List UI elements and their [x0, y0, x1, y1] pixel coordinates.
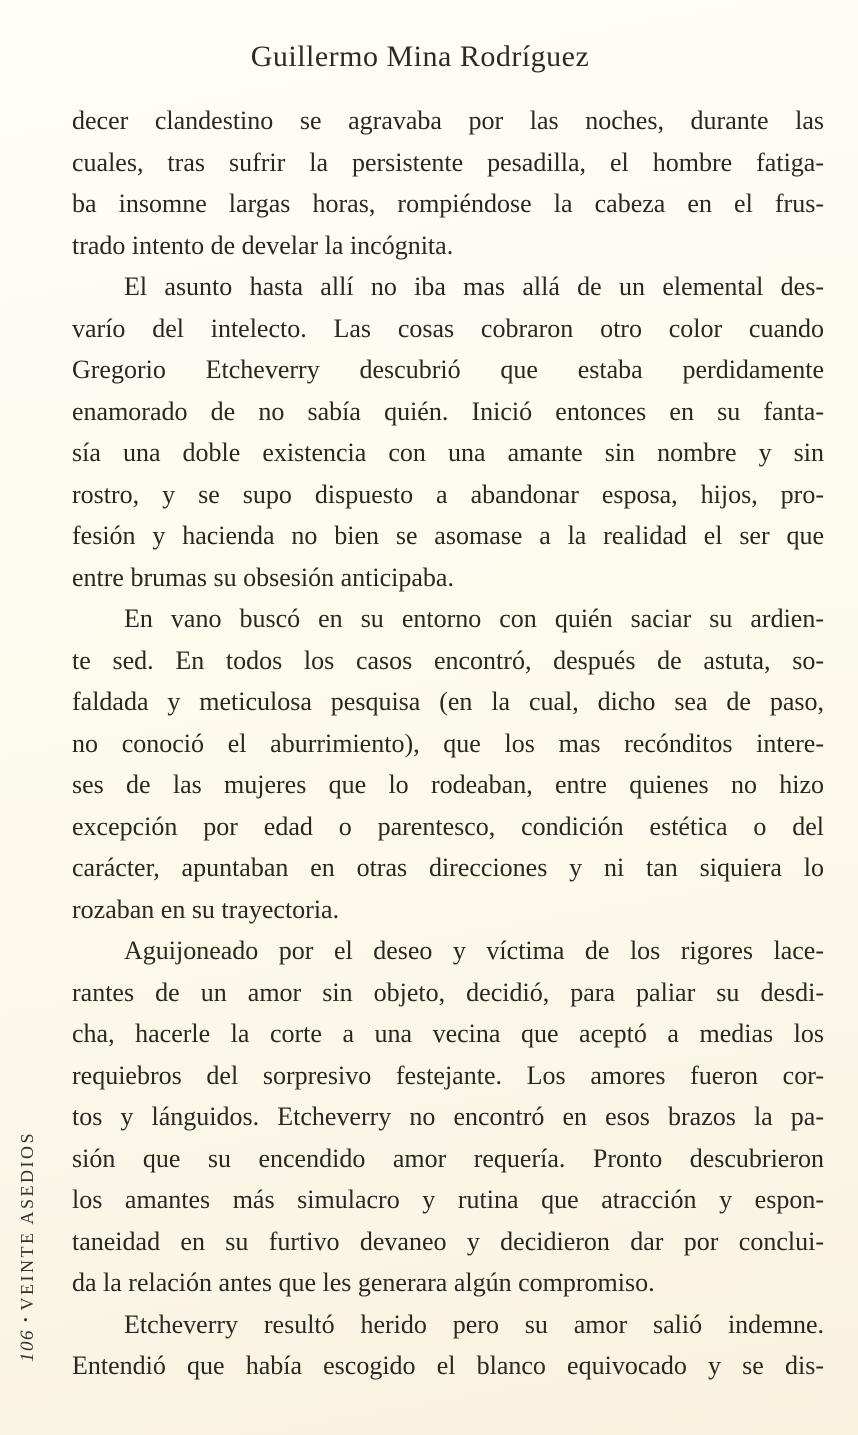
text-line: decer clandestino se agravaba por las noches, durante las: [72, 106, 824, 135]
text-line: ses de las mujeres que lo rodeaban, entre quienes no hizo: [72, 770, 824, 799]
bullet-separator-icon: •: [18, 1317, 33, 1322]
text-line: sía una doble existencia con una amante sin nombre y sin: [72, 438, 824, 467]
text-line: te sed. En todos los casos encontró, después de astuta, so-: [72, 645, 824, 675]
text-line: tos y lánguidos. Etcheverry no encontró en esos brazos la pa-: [72, 1102, 824, 1131]
paragraph: [72, 100, 824, 266]
text-line: requiebros del sorpresivo festejante. Los amores fueron cor-: [72, 1060, 824, 1090]
text-line: Aguijoneado por el deseo y víctima de los rigores lace-: [124, 936, 824, 965]
text-line: taneidad en su furtivo devaneo y decidieron dar por conclui-: [72, 1226, 824, 1256]
text-line: varío del intelecto. Las cosas cobraron otro color cuando: [72, 313, 824, 343]
text-line: los amantes más simulacro y rutina que atracción y espon-: [72, 1185, 824, 1214]
text-line: rostro, y se supo dispuesto a abandonar esposa, hijos, pro-: [72, 479, 824, 509]
page-number: 106: [17, 1329, 38, 1362]
text-line: da la relación antes que les generara algún compromiso.: [72, 1268, 655, 1297]
text-line: excepción por edad o parentesco, condición estética o del: [72, 811, 824, 841]
text-line: Etcheverry resultó herido pero su amor salió indemne.: [124, 1309, 824, 1339]
text-line: faldada y meticulosa pesquisa (en la cual, dicho sea de paso,: [72, 687, 824, 716]
page-text: [72, 100, 824, 1387]
text-line: Entendió que había escogido el blanco equivocado y se dis-: [72, 1351, 824, 1380]
text-line: rantes de un amor sin objeto, decidió, para paliar su desdi-: [72, 977, 824, 1007]
text-line: trado intento de develar la incógnita.: [72, 230, 454, 260]
text-line: cuales, tras sufrir la persistente pesadilla, el hombre fatiga-: [72, 147, 824, 177]
text-line: enamorado de no sabía quién. Inició entonces en su fanta-: [72, 396, 824, 426]
text-line: carácter, apuntaban en otras direcciones y ni tan siquiera lo: [72, 853, 824, 882]
paragraph: [72, 598, 824, 930]
text-line: sión que su encendido amor requería. Pronto descubrieron: [72, 1143, 824, 1173]
running-header-author: Guillermo Mina Rodríguez: [250, 40, 590, 73]
text-line: no conoció el aburrimiento), que los mas recónditos intere-: [72, 728, 824, 758]
paragraph: [72, 1304, 824, 1387]
spine-caption: [17, 1131, 39, 1362]
text-line: rozaban en su trayectoria.: [72, 894, 340, 924]
text-line: ba insomne largas horas, rompiéndose la cabeza en el frus-: [72, 189, 824, 218]
book-title: VEINTE ASEDIOS: [17, 1130, 37, 1311]
text-line: Gregorio Etcheverry descubrió que estaba perdidamente: [72, 355, 824, 384]
text-line: El asunto hasta allí no iba mas allá de un elemental des-: [124, 272, 824, 301]
text-line: entre brumas su obsesión anticipaba.: [72, 562, 454, 592]
text-line: cha, hacerle la corte a una vecina que aceptó a medias los: [72, 1019, 824, 1048]
paragraph: [72, 930, 824, 1304]
paragraph: [72, 266, 824, 598]
text-line: fesión y hacienda no bien se asomase a la realidad el ser que: [72, 521, 824, 550]
text-line: En vano buscó en su entorno con quién saciar su ardien-: [124, 604, 824, 633]
